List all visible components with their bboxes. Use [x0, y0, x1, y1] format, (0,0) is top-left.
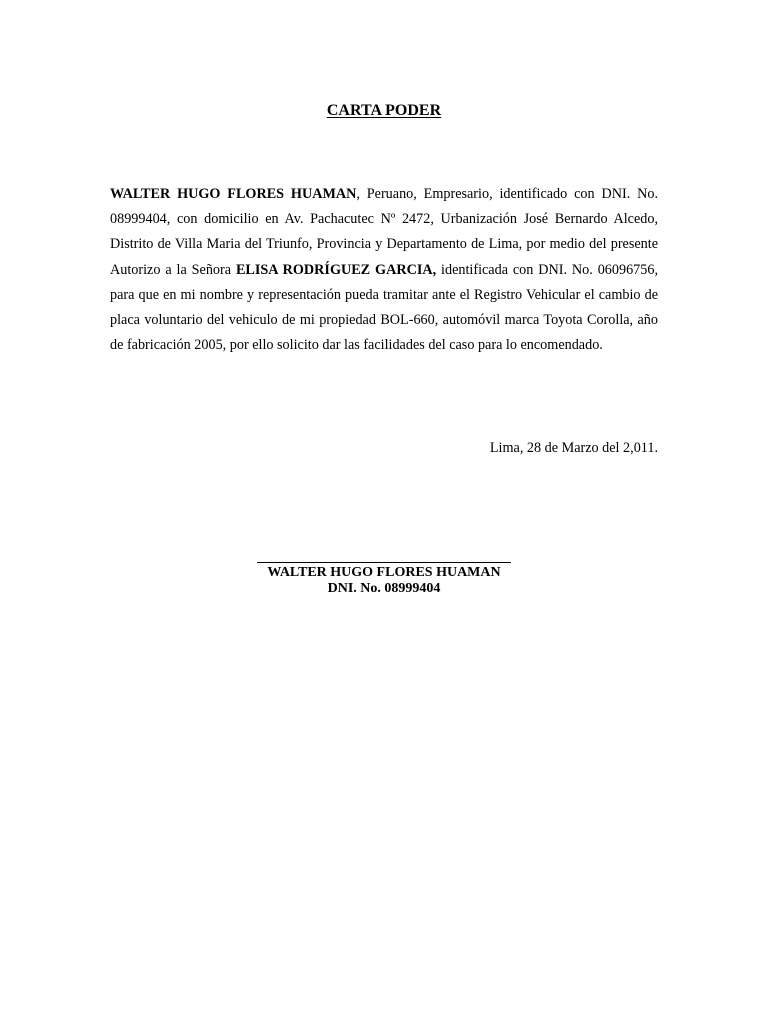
body-paragraph — [110, 182, 658, 358]
grantor-name: WALTER HUGO FLORES HUAMAN — [110, 186, 357, 202]
date-line: Lima, 28 de Marzo del 2,011. — [489, 440, 658, 456]
signature-block — [0, 540, 768, 597]
signature-name: WALTER HUGO FLORES HUAMAN — [267, 565, 501, 580]
document-title: CARTA PODER — [326, 102, 442, 119]
body-text-part-1: , Peruano, Empresario, identificado con DNI. No. 08999404, con domicilio en Av. Pachacutec Nº 2472, Urbanización José Bernardo Alcedo, Distrito de Villa Maria del Triunfo, Provincia y Departamento de Lima, por medio del presente Autorizo a la Señora — [110, 186, 659, 278]
signature-line — [257, 562, 511, 563]
signature-dni: DNI. No. 08999404 — [327, 581, 441, 596]
body-text-part-2: identificada con DNI. No. 06096756, para que en mi nombre y representación pueda tramitar ante el Registro Vehicular el cambio de placa voluntario del vehiculo de mi propiedad BOL-660, automóvil marca Toyota Corolla, año de fabricación 2005, por ello solicito dar las facilidades del caso para lo encomendado. — [110, 261, 658, 354]
grantee-name: ELISA RODRÍGUEZ GARCIA, — [235, 261, 437, 278]
